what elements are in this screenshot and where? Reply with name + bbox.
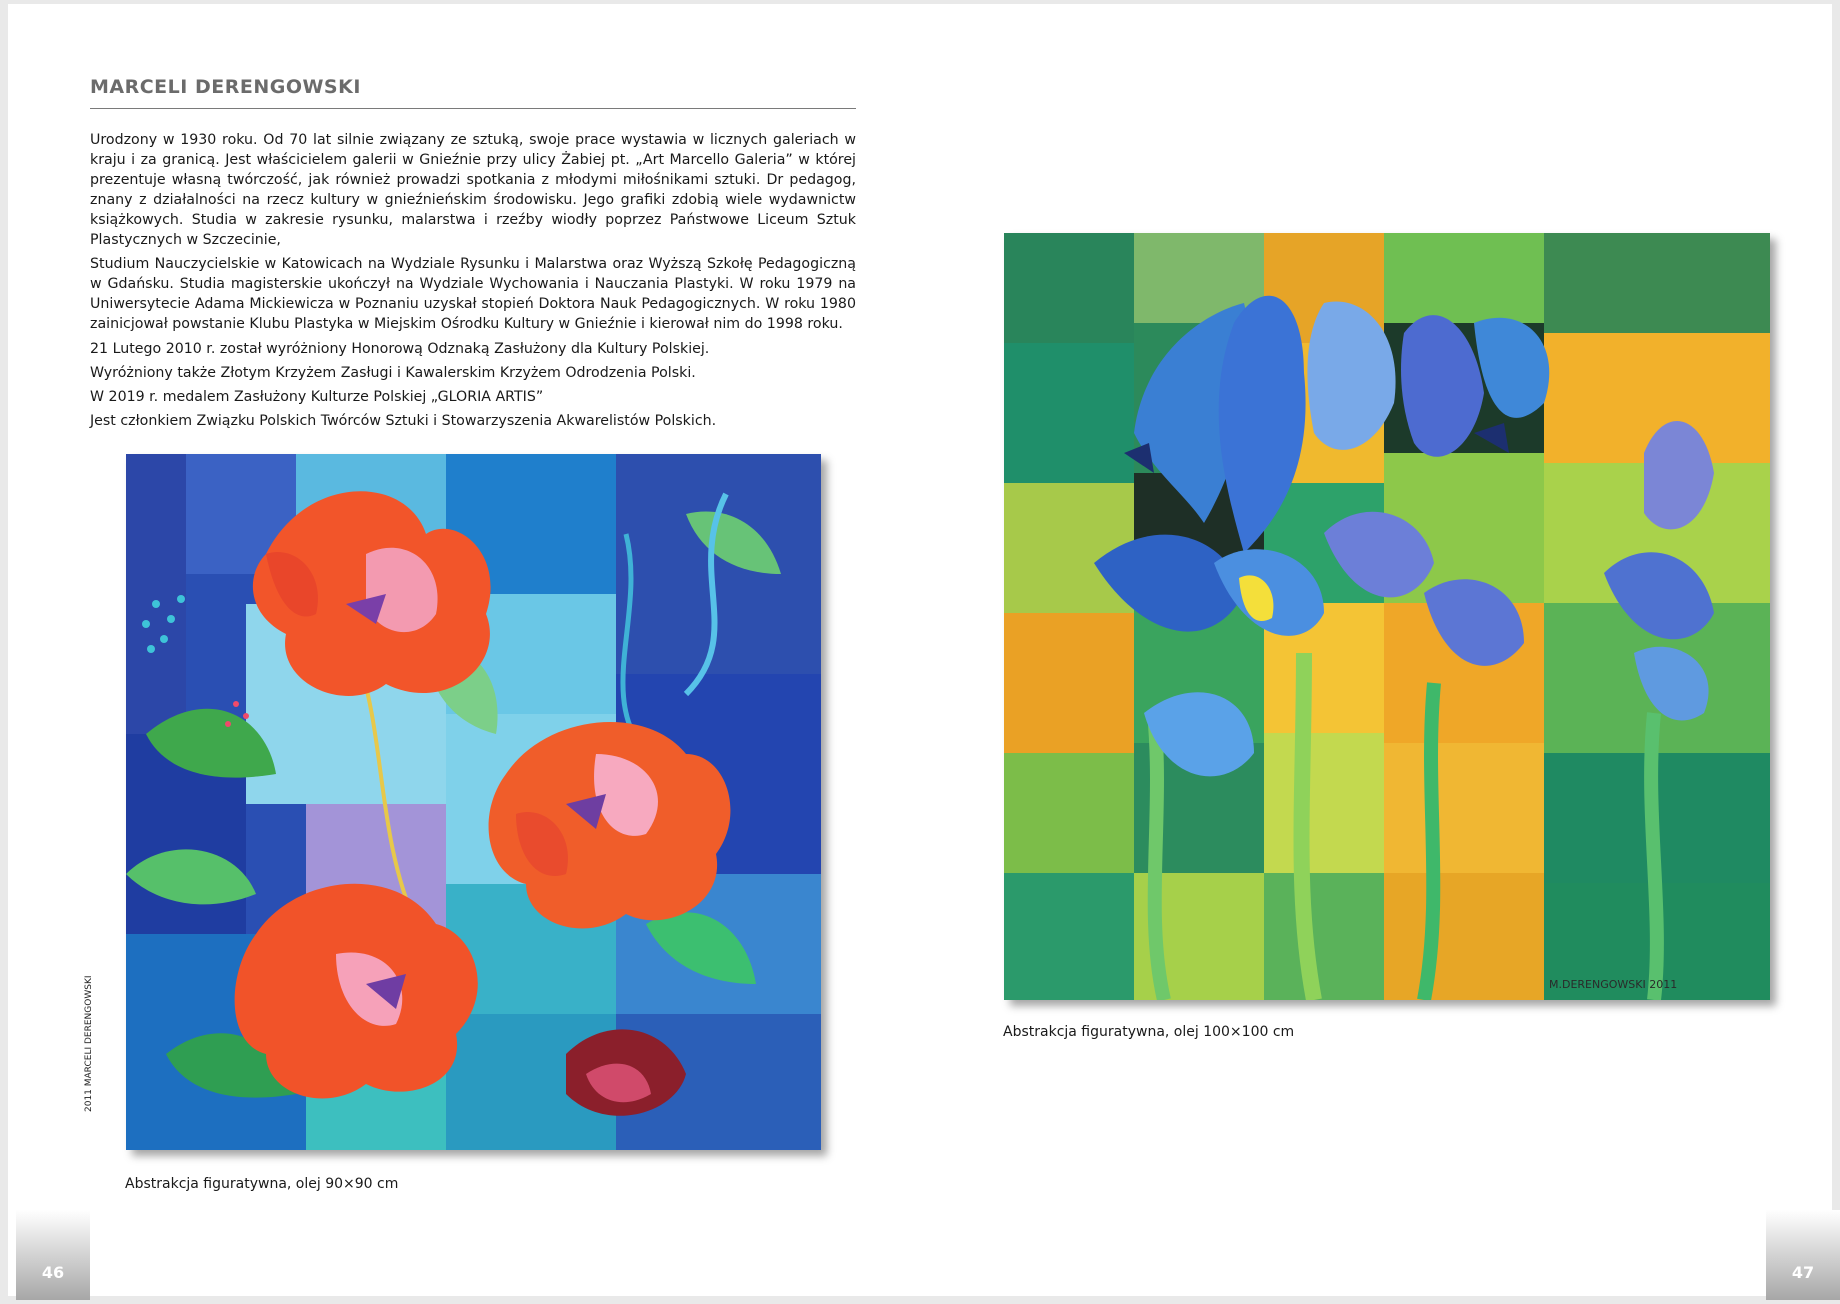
painting-poppies [126, 454, 821, 1150]
painting-poppies-image [126, 454, 821, 1150]
bio-award-1: 21 Lutego 2010 r. został wyróżniony Honorową Odznaką Zasłużony dla Kultury Polskiej. [90, 341, 710, 357]
bio-paragraph-2: Studium Nauczycielskie w Katowicach na Wydziale Rysunku i Malarstwa oraz Wyższą Szkołę Pedagogiczną w Gdańsku. Studia magisterskie ukończył na Wydziale Wychowania i Nauczania Plastyki. W roku 1979 na Uniwersytecie Adama Mickiewicza w Poznaniu uzyskał stopień Doktora Nauk Pedagogicznych. W roku 1980 zainicjował powstanie Klubu Plastyka w Miejskim Ośrodku Kultury w Gnieźnie i kierował nim do 1998 roku. [90, 256, 856, 332]
signature-text: M.DERENGOWSKI 2011 [1549, 978, 1678, 991]
painting-poppies-signature: 2011 MARCELI DERENGOWSKI [84, 975, 94, 1112]
bio-paragraph-1: Urodzony w 1930 roku. Od 70 lat silnie związany ze sztuką, swoje prace wystawia w licznych galeriach w kraju i za granicą. Jest właścicielem galerii w Gnieźnie przy ulicy Żabiej pt. „Art Marcello Galeria” w której prezentuje własną twórczość, jak również prowadzi spotkania z młodymi miłośnikami sztuki. Dr pedagog, znany z działalności na rzecz kultury w gnieźnieńskim środowisku. Jego grafiki zdobią wiele wydawnictw książkowych. Studia w zakresie rysunku, malarstwa i rzeźby wiodły poprzez Państwowe Liceum Sztuk Plastycznych w Szczecinie, [90, 132, 856, 248]
painting-poppies-caption: Abstrakcja figuratywna, olej 90×90 cm [125, 1176, 399, 1192]
heading-rule [90, 108, 856, 109]
painting-irises-image [1004, 233, 1770, 1000]
page-number-right: 47 [1766, 1210, 1840, 1300]
book-spread [8, 4, 1832, 1296]
author-name-heading: MARCELI DERENGOWSKI [90, 76, 361, 98]
page-number-left: 46 [16, 1210, 90, 1300]
biography-text [90, 130, 856, 435]
bio-award-3: W 2019 r. medalem Zasłużony Kulturze Polskiej „GLORIA ARTIS” [90, 389, 544, 405]
painting-irises [1004, 233, 1770, 1000]
painting-irises-caption: Abstrakcja figuratywna, olej 100×100 cm [1003, 1024, 1295, 1040]
bio-award-2: Wyróżniony także Złotym Krzyżem Zasługi i Kawalerskim Krzyżem Odrodzenia Polski. [90, 365, 696, 381]
bio-membership: Jest członkiem Związku Polskich Twórców Sztuki i Stowarzyszenia Akwarelistów Polskich. [90, 413, 717, 429]
